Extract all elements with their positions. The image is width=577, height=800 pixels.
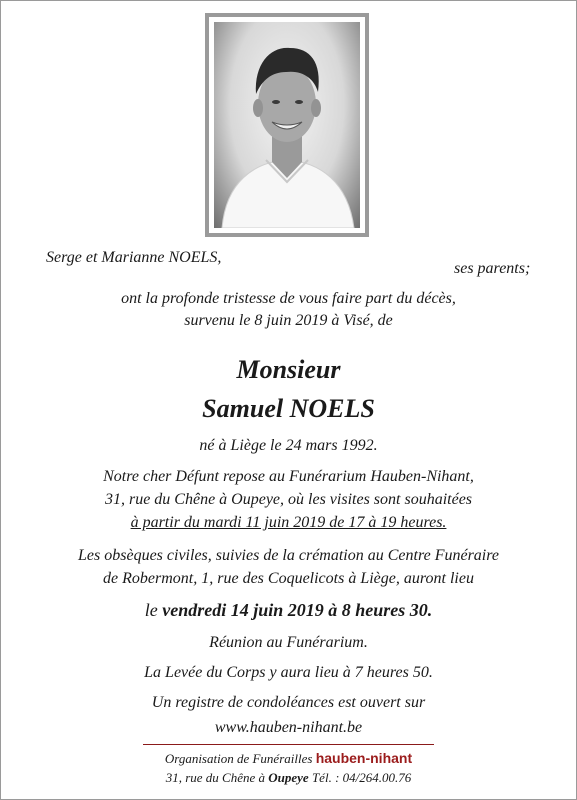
footer-address-town: Oupeye [268,770,309,785]
honorific: Monsieur [236,355,341,384]
birth-line: né à Liège le 24 mars 1992. [199,437,378,454]
footer-address [0,770,577,786]
footer-address-prefix: 31, rue du Chêne à [165,770,266,785]
funeral-line-2: de Robermont, 1, rue des Coquelicots à Liège, auront lieu [103,570,474,587]
funeral-line-1: Les obsèques civiles, suivies de la crémation au Centre Funéraire [78,547,499,564]
funeral-date-main: vendredi 14 juin 2019 à 8 heures 30. [162,600,433,620]
footer-divider [143,744,434,745]
footer-phone: Tél. : 04/264.00.76 [311,770,412,785]
funeral-date [0,600,577,621]
leve-line: La Levée du Corps y aura lieu à 7 heures 50. [144,664,433,681]
register-line: Un registre de condoléances est ouvert sur [151,694,426,711]
visit-hours-text: à partir du mardi 11 juin 2019 de 17 à 19 heures. [130,514,447,531]
rest-line-1: Notre cher Défunt repose au Funérarium Hauben-Nihant, [103,468,474,485]
footer-brand-logo: hauben-nihant [315,750,413,766]
funeral-date-prefix: le [144,600,158,620]
footer-organisation [0,750,577,767]
intro-line-1: ont la profonde tristesse de vous faire part du décès, [121,290,456,307]
portrait-photo [214,22,360,228]
portrait-illustration [214,22,360,228]
portrait-frame [205,13,369,237]
portrait-mat [209,17,365,233]
parents-names: Serge et Marianne NOELS, [46,249,222,266]
deceased-name: Samuel NOELS [202,394,375,423]
website-link[interactable]: www.hauben-nihant.be [214,719,363,736]
intro-line-2: survenu le 8 juin 2019 à Visé, de [184,312,393,329]
parents-label: ses parents; [454,260,531,277]
visit-hours [0,514,577,532]
rest-line-2: 31, rue du Chêne à Oupeye, où les visites sont souhaitées [104,491,473,508]
footer-org-label: Organisation de Funérailles [164,751,313,766]
meeting-line: Réunion au Funérarium. [209,634,368,651]
